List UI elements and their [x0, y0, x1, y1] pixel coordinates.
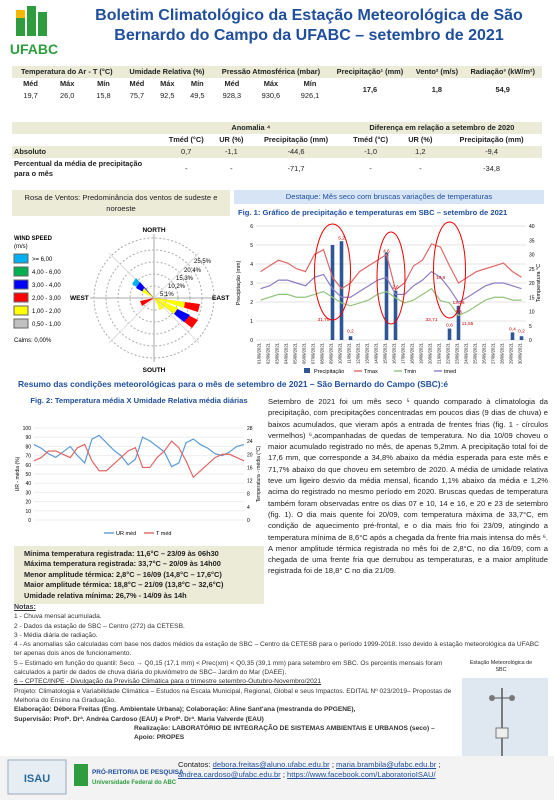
tick-label-left: 0: [250, 338, 253, 344]
note-item: Realização: LABORATÓRIO DE INTEGRAÇÃO DE SISTEMAS AMBIENTAIS E URBANOS (seco) – Apoio: PROPES: [134, 724, 435, 742]
x-tick-label: 14/09/2021: [373, 343, 379, 364]
page-title: [68, 6, 550, 46]
table-cell: 49,5: [190, 91, 205, 100]
tick-label-right: 5: [529, 323, 532, 330]
sub-header: Mín: [97, 79, 110, 88]
x-tick-label: 04/09/2021: [283, 343, 289, 364]
data-label: 0,4: [509, 327, 516, 333]
data-label: 0,2: [518, 329, 525, 335]
row-label: Absoluto: [14, 147, 47, 156]
south-label: SOUTH: [142, 367, 166, 374]
tick-label-right: 10: [529, 309, 535, 316]
col-wind: Vento² (m/s): [415, 67, 459, 76]
x-tick-label: 23/09/2021: [454, 343, 460, 364]
tick-label-left: 30: [25, 490, 31, 497]
stat-line: Mínima temperatura registrada: 11,6°C – 23/09 às 06h30: [24, 549, 219, 558]
ring-label: 20,4%: [184, 268, 202, 274]
wind-rose-title: Rosa de Ventos: Predominância dos ventos de sudeste e noroeste: [12, 190, 230, 216]
notes-title: Notas:: [14, 604, 36, 611]
x-tick-label: 17/09/2021: [400, 343, 406, 364]
title-line-1: Boletim Climatológico da Estação Meteorológica de São: [95, 7, 523, 24]
note-item: Elaboração: Débora Freitas (Eng. Ambientale Urbana); Colaboração: Aline Sant'ana (mestranda do PPGENE),: [14, 706, 356, 714]
data-label: 0,2: [347, 329, 354, 335]
data-label: 1,8: [455, 310, 462, 316]
propes-line-1: PRÓ-REITORIA DE PESQUISA: [92, 769, 184, 776]
fig2-title: Fig. 2: Temperatura média X Umidade Relativa média diárias: [30, 396, 248, 405]
x-tick-label: 29/09/2021: [508, 343, 514, 364]
anomaly-header: Anomalia ⁴: [231, 123, 271, 132]
legend-label: tmed: [444, 369, 457, 375]
contacts-label: Contatos:: [178, 760, 211, 769]
data-label: 18,8: [435, 276, 446, 282]
table-cell: -9,4: [485, 147, 498, 156]
col-header: UR (%): [408, 135, 433, 144]
legend-label: >= 6,00: [32, 257, 53, 263]
legend-swatch: [14, 293, 28, 302]
table-cell: 75,7: [129, 91, 145, 100]
x-tick-label: 22/09/2021: [445, 343, 451, 364]
tick-label-left: 0: [28, 518, 31, 524]
tick-label-right: 15: [529, 295, 535, 302]
x-tick-label: 05/09/2021: [292, 343, 298, 364]
x-tick-label: 08/09/2021: [319, 343, 325, 364]
isau-logo: [8, 760, 68, 796]
tick-label-right: 8: [247, 491, 250, 498]
row-label: Percentual da média de precipitação para o mês: [14, 159, 143, 178]
tick-label-left: 100: [22, 426, 31, 432]
wind-value: 1,8: [431, 85, 443, 94]
table-cell: 92,5: [160, 91, 175, 100]
precip-bar: [331, 245, 335, 340]
contacts: Contatos: debora.freitas@aluno.ufabc.edu.br ; maria.brambila@ufabc.edu.br ; andrea.cardoso@ufabc.edu.br ; https://www.facebook.com/LaboratorioISAU/: [178, 760, 441, 780]
table-cell: -: [230, 164, 233, 173]
precip-bar: [511, 332, 515, 340]
data-label: 13,26: [452, 300, 465, 306]
note-item: Supervisão: Profª. Drª. Andréa Cardoso (EAU) e Profª. Drª. Maria Valverde (EAU): [14, 715, 264, 723]
north-label: NORTH: [142, 227, 166, 234]
ring-label: 25,5%: [194, 259, 212, 265]
tick-label-right: 24: [247, 439, 253, 446]
x-tick-label: 19/09/2021: [418, 343, 424, 364]
table-cell: 19,7: [23, 91, 38, 100]
x-tick-label: 03/09/2021: [274, 343, 280, 364]
y-axis-label-right: Temperatura °C: [536, 263, 542, 303]
x-tick-label: 11/09/2021: [346, 343, 352, 364]
tick-label-left: 70: [25, 453, 31, 460]
x-tick-label: 16/09/2021: [391, 343, 397, 364]
data-label: 11,55: [461, 321, 474, 327]
table-cell: 1,2: [415, 147, 426, 156]
stat-line: Menor amplitude térmica: 2,8°C – 16/09 (14,8°C – 17,6°C): [24, 569, 222, 579]
email-link[interactable]: debora.freitas@aluno.ufabc.edu.br: [212, 760, 330, 769]
sub-header: Máx: [59, 79, 75, 88]
x-tick-label: 06/09/2021: [301, 343, 307, 364]
ufabc-logo: [4, 4, 64, 62]
legend-label: 3,00 - 4,00: [32, 283, 61, 289]
stat-line: Máxima temperatura registrada: 33,7°C – 20/09 às 14h00: [24, 559, 221, 569]
x-tick-label: 02/09/2021: [265, 343, 271, 364]
table-cell: -: [184, 164, 188, 173]
sub-header: Méd: [129, 79, 145, 88]
data-label: 5,2: [338, 236, 345, 242]
tick-label-right: 35: [529, 238, 535, 245]
col-ur: Umidade Relativa (%): [129, 67, 205, 76]
tick-label-left: 1: [250, 319, 253, 325]
propes-logo: [74, 760, 184, 796]
ring-label: 15,3%: [176, 276, 194, 282]
ring-label: 5,1%: [160, 292, 174, 298]
x-tick-label: 28/09/2021: [499, 343, 505, 364]
precip-bar: [520, 336, 524, 340]
data-label: 2,6: [392, 285, 399, 291]
table-cell: 0,7: [181, 147, 192, 156]
x-tick-label: 20/09/2021: [427, 343, 433, 364]
tick-label-right: 4: [247, 504, 250, 511]
table-cell: -44,6: [287, 147, 305, 156]
note-item: 3 - Média diária de radiação.: [14, 631, 98, 639]
precip-bar: [448, 329, 452, 340]
tick-label-right: 30: [529, 252, 535, 259]
data-label: 33,71: [425, 318, 438, 323]
x-tick-label: 18/09/2021: [409, 343, 415, 364]
legend-swatch: [14, 319, 28, 328]
email-link[interactable]: andrea.cardoso@ufabc.edu.br: [178, 770, 281, 780]
table-cell: 928,3: [222, 91, 242, 100]
table-cell: -1,0: [364, 147, 377, 156]
stat-line: Maior amplitude térmica: 18,8°C – 21/09 (13,8°C – 32,6°C): [24, 580, 224, 590]
tick-label-left: 3: [250, 281, 253, 287]
anomaly-table: [12, 122, 542, 180]
isau-text: ISAU: [23, 773, 51, 785]
table-cell: 930,6: [261, 91, 281, 100]
x-tick-label: 09/09/2021: [328, 343, 334, 364]
data-label: 4,6: [383, 249, 390, 255]
body-text: Setembro de 2021 foi um mês seco ⁵ quando comparado à climatologia da precipitação, com precipitações concentradas em poucos dias (9 dias de chuva) e baixos acumulados, que vieram após a entrada de frentes frias (fig. 1 - círculos vermelhos) ⁶,acompanhadas de quedas de temperatura. No dia 10/09 choveu o maior acumulado registrado no mês, de apenas 5,2mm. A precipitação total foi de 17,6 mm, que corresponde a 34,8% abaixo da média esperada para este mês e 71,7% abaixo do que choveu em setembro de 2020. A média de umidade relativa teve um ligeiro desvio da média mensal, ficando 1,1% abaixo da média e 1,2% acima do registrado no mesmo período em 2020. Bruscas quedas de temperatura também foram observadas entre os dias 07 e 10, 14 e 16, e 20 e 23 de setembro (fig. 1). O dia mais quente foi 20/09, com temperatura máxima de 33,7°C, em condição de aquecimento pré-frontal, e o dia mais frio foi 23/09, atingindo a temperatura mínima de 8,6°C após a chegada da frente fria mais intensa do mês ⁶. A menor amplitude térmica registrada no mês foi de 2,8°C, no dia 16/09, com a chegada de uma frente fria que derrubou as temperaturas, e a maior amplitude registrada foi de 18,8° C no dia 21/09.: [268, 397, 548, 576]
table-cell: 26,0: [59, 91, 75, 100]
station-caption: Estação Meteorológica de SBC: [469, 660, 533, 673]
summary-table: [12, 66, 542, 102]
stats-box: [14, 546, 264, 604]
sub-header: Méd: [23, 79, 38, 88]
x-tick-label: 25/09/2021: [472, 343, 478, 364]
tick-label-right: 12: [247, 478, 253, 485]
sub-header: Máx: [160, 79, 175, 88]
x-tick-label: 12/09/2021: [355, 343, 361, 364]
propes-line-2: Universidade Federal do ABC: [92, 780, 177, 786]
x-tick-label: 30/09/2021: [517, 343, 523, 364]
tick-label-left: 4: [250, 262, 253, 268]
tick-label-left: 50: [25, 472, 31, 478]
table-cell: -: [369, 164, 372, 173]
y-axis-label-left: Precipitação (mm): [236, 260, 242, 306]
note-item: 2 - Dados da estação de SBC – Centro (272) da CETESB.: [14, 622, 185, 630]
table-cell: -34,8: [483, 164, 501, 173]
table-cell: 926,1: [300, 91, 320, 100]
x-tick-label: 24/09/2021: [463, 343, 469, 364]
diff-header: Diferença em relação a setembro de 2020: [369, 123, 515, 132]
col-press: Pressão Atmosférica (mbar): [221, 67, 321, 76]
fig1-title: Fig. 1: Gráfico de precipitação e temperaturas em SBC – setembro de 2021: [238, 208, 508, 217]
highlight-banner: Destaque: Mês seco com bruscas variações de temperaturas: [234, 190, 544, 204]
x-tick-label: 27/09/2021: [490, 343, 496, 364]
sub-header: Máx: [263, 79, 279, 88]
data-label: 0,6: [446, 323, 453, 329]
tick-label-right: 20: [247, 452, 253, 459]
legend-label: 4,00 - 6,00: [32, 270, 61, 276]
tick-label-left: 5: [250, 243, 253, 249]
tick-label-left: 2: [250, 300, 253, 306]
tick-label-right: 16: [247, 465, 253, 472]
tick-label-left: 10: [25, 508, 31, 515]
note-item: 1 - Chuva mensal acumulada.: [14, 613, 102, 621]
legend-swatch: [14, 306, 28, 315]
tick-label-left: 80: [25, 444, 31, 451]
note-item: 6 – CPTEC/INPE - Divulgação da Previsão Climática para o trimestre setembro-Outubro-Novembro/2021: [14, 678, 322, 686]
precip-bar: [349, 336, 353, 340]
legend-swatch: [14, 267, 28, 276]
tick-label-right: 28: [247, 426, 253, 432]
rad-value: 54,9: [495, 85, 510, 94]
east-label: EAST: [212, 295, 230, 302]
sub-header: Mín: [190, 79, 204, 88]
legend-label: Tmax: [364, 369, 378, 375]
col-header: UR (%): [219, 135, 244, 144]
wind-rose: [12, 218, 230, 378]
note-item: 4 - As anomalias são calculadas com base nos dados médios da estação de SBC – Centro da CETESB para o período 1999-2018. Isso devido à estação meteorológica da UFABC ter apenas dois anos de funcionamento.: [14, 641, 539, 658]
col-header: Precipitação (mm): [263, 135, 329, 144]
tick-label-right: 0: [247, 518, 250, 524]
fig1-chart: [234, 220, 546, 376]
calms-label: Calms: 0,00%: [14, 338, 52, 344]
legend-title: WIND SPEED: [14, 236, 53, 242]
legend-swatch: [14, 280, 28, 289]
x-tick-label: 01/09/2021: [256, 343, 262, 364]
west-label: WEST: [70, 295, 89, 302]
note-item: Projeto: Climatologia e Variabilidade Climática – Estudos na Escala Municipal, Regional, Global e seus Impactos. EDITAL Nº 023/2019– Propostas de Melhoria do Ensino na Graduação.: [14, 687, 452, 704]
header: [0, 0, 554, 66]
legend-label: Precipitação: [314, 369, 345, 375]
col-header: Tméd (°C): [168, 135, 204, 144]
legend-label: 1,00 - 2,00: [32, 309, 61, 315]
x-tick-label: 21/09/2021: [436, 343, 442, 364]
y-axis-label-left: UR - média (%): [15, 456, 21, 492]
tick-label-left: 20: [25, 499, 31, 506]
title-line-2: Bernardo do Campo da UFABC – setembro de 2021: [114, 27, 504, 44]
tick-label-right: 25: [529, 266, 535, 273]
col-header: Tméd (°C): [353, 135, 389, 144]
legend-swatch: [304, 368, 310, 373]
x-tick-label: 26/09/2021: [481, 343, 487, 364]
col-rad: Radiação³ (kW/m²): [470, 67, 535, 76]
table-cell: -71,7: [287, 164, 305, 173]
legend-label: 2,00 - 3,00: [32, 296, 61, 302]
sub-header: Méd: [224, 79, 240, 88]
table-cell: -: [419, 164, 422, 173]
note-item: 5 – Estimado em função do quantil: Seco → Q0,15 (17,1 mm) < Prec(xm) < Q0,35 (39,1 mm) para setembro em SBC. Os percentis mensais foram calculados a partir de dados de chuva diária do pluviômetro de SBC– Jardim do Mar (DAEE).: [14, 659, 443, 677]
tick-label-left: 60: [25, 462, 31, 469]
tick-label-left: 6: [250, 224, 253, 230]
legend-label: T méd: [156, 531, 172, 537]
legend-label: 0,50 - 1,00: [32, 322, 61, 328]
col-prec: Precipitação¹ (mm): [336, 67, 404, 76]
col-header: Precipitação (mm): [459, 135, 524, 144]
email-link[interactable]: maria.brambila@ufabc.edu.br: [336, 760, 437, 769]
front-circle: [377, 232, 405, 324]
table-cell: -1,1: [224, 147, 238, 156]
legend-label: UR méd: [116, 531, 137, 537]
facebook-link[interactable]: https://www.facebook.com/LaboratorioISAU/: [287, 770, 436, 780]
table-cell: 15,8: [96, 91, 111, 100]
x-tick-label: 07/09/2021: [310, 343, 316, 364]
y-axis-label-right: Temperatura - média (°C): [256, 445, 262, 503]
stat-line: Umidade relativa mínima: 26,7% - 14/09 às 14h: [24, 590, 187, 600]
legend-unit: (m/s): [14, 244, 28, 250]
x-tick-label: 15/09/2021: [382, 343, 388, 364]
section-title: Resumo das condições meteorológicas para o mês de setembro de 2021 – São Bernardo do Campo (SBC):é: [18, 379, 449, 389]
x-tick-label: 13/09/2021: [364, 343, 370, 364]
x-tick-label: 10/09/2021: [337, 343, 343, 364]
ur-line: [34, 435, 244, 466]
legend-swatch: [14, 254, 28, 263]
data-label: 31,70: [317, 318, 330, 323]
sub-header: Mín: [303, 79, 317, 88]
tick-label-left: 40: [25, 481, 31, 488]
logo-text: UFABC: [9, 41, 59, 57]
legend-label: Tmin: [404, 369, 417, 375]
ring-label: 10,2%: [168, 284, 186, 290]
precip-bar: [385, 253, 389, 340]
precip-bar: [340, 241, 344, 340]
tick-label-left: 90: [25, 435, 31, 442]
tick-label-right: 20: [529, 281, 535, 287]
tick-label-right: 0: [529, 338, 532, 344]
fig2-chart: [14, 420, 264, 544]
prec-value: 17,6: [362, 85, 378, 94]
tick-label-right: 40: [529, 224, 535, 230]
col-temp: Temperatura do Ar - T (°C): [20, 67, 113, 76]
